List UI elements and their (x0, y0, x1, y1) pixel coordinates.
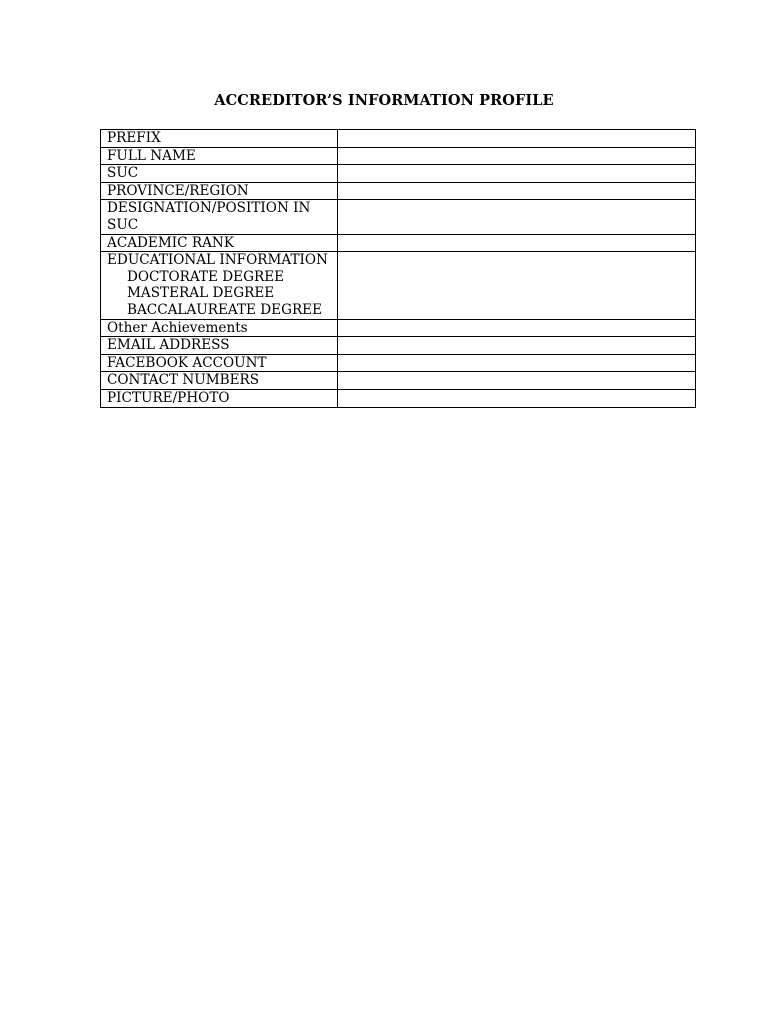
row-label-academic-rank: ACADEMIC RANK (101, 234, 338, 252)
row-value-educational-information (338, 252, 696, 319)
table-row (101, 147, 696, 165)
row-value-academic-rank (338, 234, 696, 252)
sublabel-baccalaureate-degree: BACCALAUREATE DEGREE (127, 301, 323, 318)
row-label-designation: DESIGNATION/POSITION IN SUC (101, 200, 338, 234)
table-row (101, 234, 696, 252)
row-label-other-achievements: Other Achievements (101, 319, 338, 337)
profile-table (100, 129, 696, 408)
row-label-email-address: EMAIL ADDRESS (101, 337, 338, 355)
table-row (101, 372, 696, 390)
row-value-email-address (338, 337, 696, 355)
table-row (101, 337, 696, 355)
row-label-picture-photo: PICTURE/PHOTO (101, 389, 338, 407)
row-value-other-achievements (338, 319, 696, 337)
table-row (101, 319, 696, 337)
sublabel-masteral-degree: MASTERAL DEGREE (127, 285, 275, 302)
row-value-facebook-account (338, 354, 696, 372)
row-value-suc (338, 165, 696, 183)
row-value-full-name (338, 147, 696, 165)
table-row (101, 165, 696, 183)
sublabel-doctorate-degree: DOCTORATE DEGREE (127, 268, 285, 285)
row-label-province-region: PROVINCE/REGION (101, 182, 338, 200)
table-row (101, 130, 696, 148)
educational-information-heading: EDUCATIONAL INFORMATION (107, 252, 328, 269)
row-label-educational-information (101, 252, 338, 319)
row-value-picture-photo (338, 389, 696, 407)
row-value-contact-numbers (338, 372, 696, 390)
row-value-province-region (338, 182, 696, 200)
page-title: ACCREDITOR’S INFORMATION PROFILE (214, 92, 554, 109)
row-label-facebook-account: FACEBOOK ACCOUNT (101, 354, 338, 372)
table-row (101, 389, 696, 407)
row-label-full-name: FULL NAME (101, 147, 338, 165)
row-label-suc: SUC (101, 165, 338, 183)
table-row (101, 182, 696, 200)
table-row (101, 252, 696, 319)
row-label-prefix: PREFIX (101, 130, 338, 148)
row-value-designation (338, 200, 696, 234)
row-value-prefix (338, 130, 696, 148)
table-row (101, 200, 696, 234)
table-row (101, 354, 696, 372)
row-label-contact-numbers: CONTACT NUMBERS (101, 372, 338, 390)
